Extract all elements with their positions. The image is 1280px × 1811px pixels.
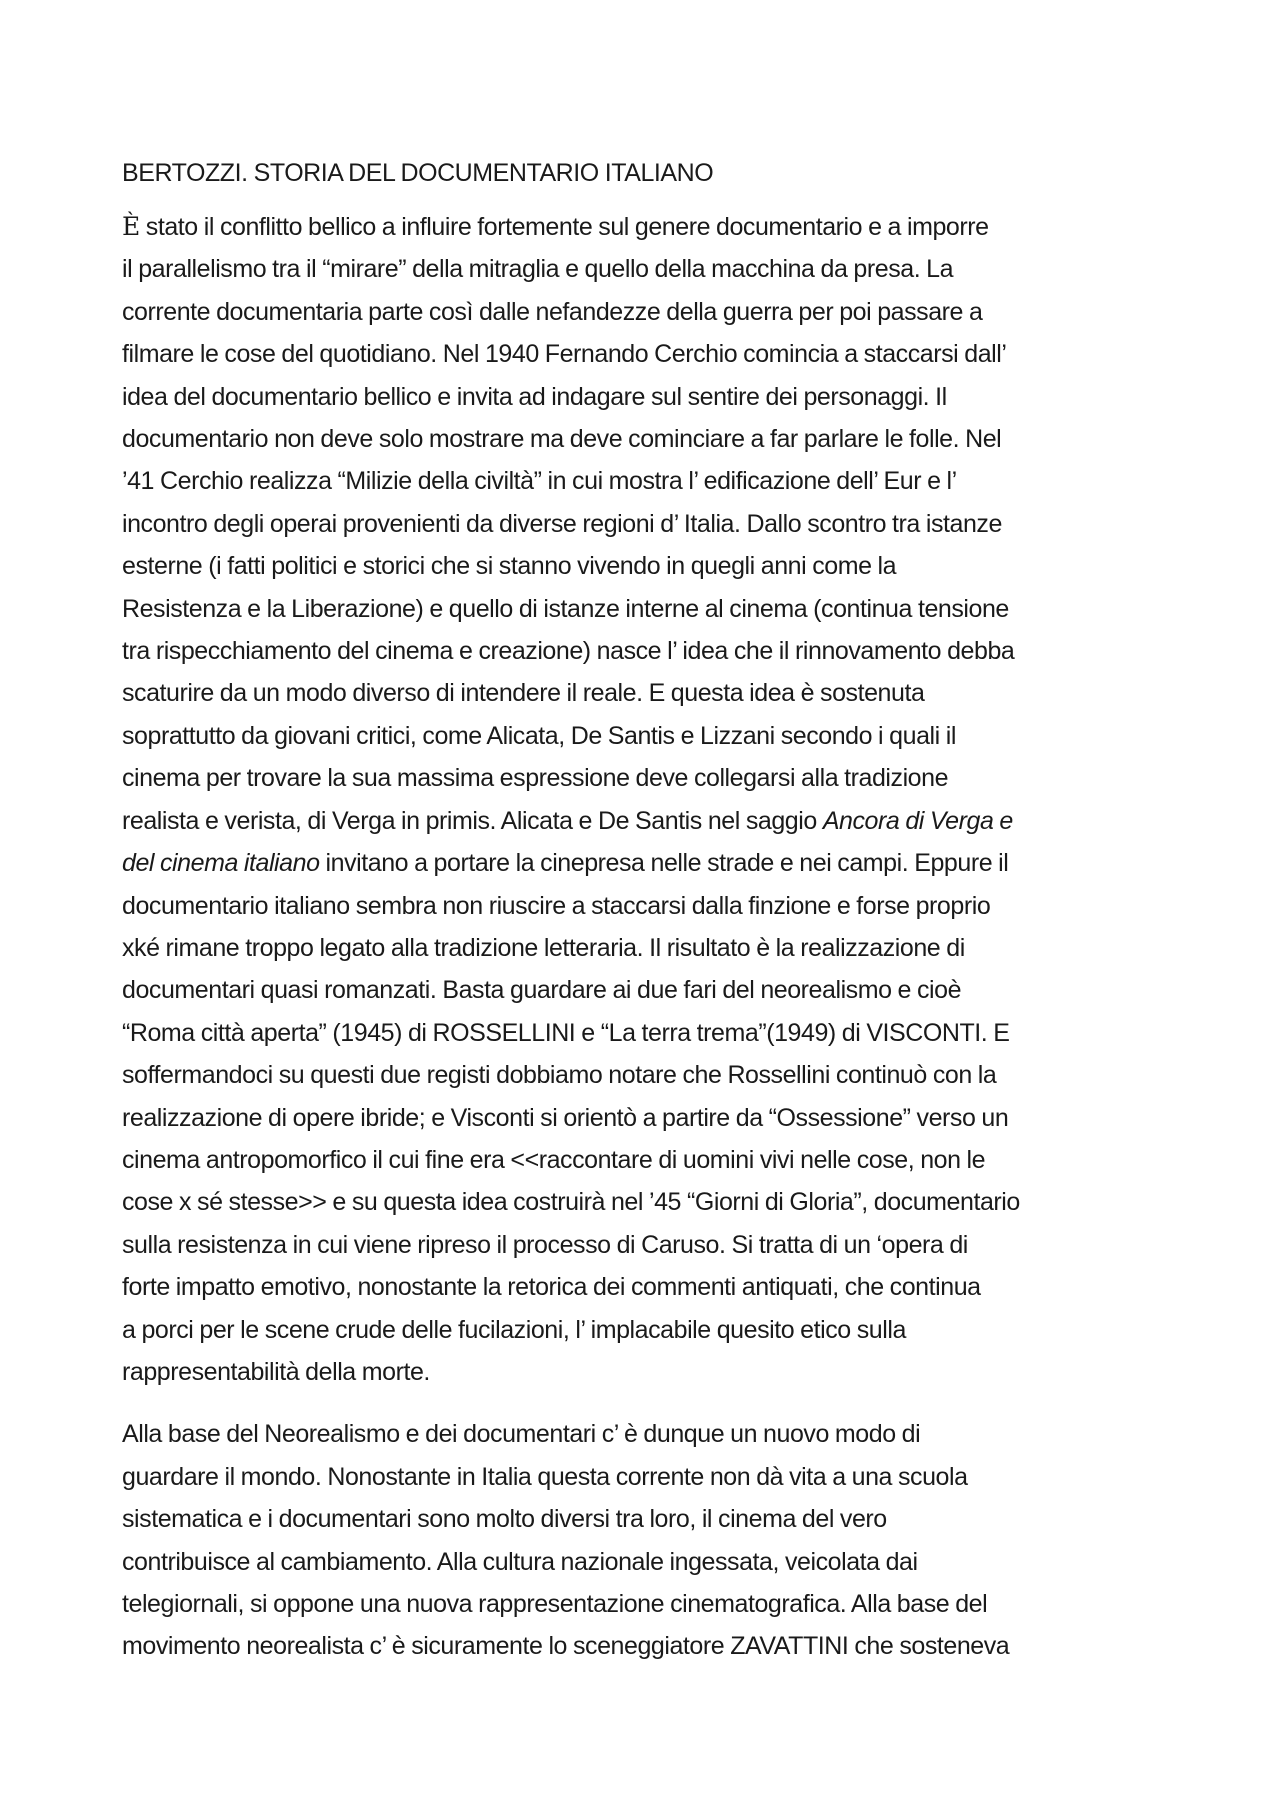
text-line: realista e verista, di Verga in primis. Alicata e De Santis nel saggio Ancora di Verga e <box>122 806 1013 835</box>
text-line: guardare il mondo. Nonostante in Italia questa corrente non dà vita a una scuola <box>122 1462 968 1491</box>
text-line: sulla resistenza in cui viene ripreso il processo di Caruso. Si tratta di un ‘opera di <box>122 1230 968 1259</box>
text-line: documentari quasi romanzati. Basta guardare ai due fari del neorealismo e cioè <box>122 976 962 1005</box>
text-line: tra rispecchiamento del cinema e creazione) nasce l’ idea che il rinnovamento debba <box>122 637 1015 666</box>
text-line: È stato il conflitto bellico a influire fortemente sul genere documentario e a imporre <box>122 212 989 241</box>
text-line: ’41 Cerchio realizza “Milizie della civiltà” in cui mostra l’ edificazione dell’ Eur e l’ <box>122 467 957 496</box>
text-line: realizzazione di opere ibride; e Visconti si orientò a partire da “Ossessione” verso un <box>122 1103 1009 1132</box>
initial-letter: È <box>122 212 140 241</box>
text-line: xké rimane troppo legato alla tradizione letteraria. Il risultato è la realizzazione di <box>122 933 965 962</box>
text-line: filmare le cose del quotidiano. Nel 1940 Fernando Cerchio comincia a staccarsi dall’ <box>122 340 1007 369</box>
document-title: BERTOZZI. STORIA DEL DOCUMENTARIO ITALIANO <box>122 159 714 187</box>
text-line: telegiornali, si oppone una nuova rappresentazione cinematografica. Alla base del <box>122 1590 988 1618</box>
text-line: contribuisce al cambiamento. Alla cultura nazionale ingessata, veicolata dai <box>122 1547 918 1576</box>
text-line: del cinema italiano invitano a portare la cinepresa nelle strade e nei campi. Eppure il <box>122 849 1009 878</box>
text-line: cinema antropomorfico il cui fine era <<raccontare di uomini vivi nelle cose, non le <box>122 1145 986 1174</box>
text-line: sistematica e i documentari sono molto diversi tra loro, il cinema del vero <box>122 1505 887 1534</box>
text-line: cinema per trovare la sua massima espressione deve collegarsi alla tradizione <box>122 764 949 793</box>
text-line: Alla base del Neorealismo e dei documentari c’ è dunque un nuovo modo di <box>122 1420 921 1449</box>
paragraph-2 <box>122 1413 1172 1667</box>
text-line: cose x sé stesse>> e su questa idea costruirà nel ’45 “Giorni di Gloria”, documentario <box>122 1188 1020 1217</box>
document-body <box>122 152 1172 1688</box>
text-line: documentario italiano sembra non riuscire a staccarsi dalla finzione e forse proprio <box>122 891 991 920</box>
text-line: forte impatto emotivo, nonostante la retorica dei commenti antiquati, che continua <box>122 1273 981 1302</box>
text-line: scaturire da un modo diverso di intendere il reale. E questa idea è sostenuta <box>122 679 925 708</box>
text-line: movimento neorealista c’ è sicuramente lo sceneggiatore ZAVATTINI che sosteneva <box>122 1632 1010 1661</box>
book-title-italic: del cinema italiano <box>122 849 320 878</box>
text-line: soffermandoci su questi due registi dobbiamo notare che Rossellini continuò con la <box>122 1061 997 1090</box>
text-line: corrente documentaria parte così dalle nefandezze della guerra per poi passare a <box>122 297 983 326</box>
text-line: a porci per le scene crude delle fucilazioni, l’ implacabile quesito etico sulla <box>122 1315 906 1344</box>
text-line: il parallelismo tra il “mirare” della mitraglia e quello della macchina da presa. La <box>122 255 954 284</box>
text-line: esterne (i fatti politici e storici che si stanno vivendo in quegli anni come la <box>122 552 897 581</box>
text-line: idea del documentario bellico e invita ad indagare sul sentire dei personaggi. Il <box>122 382 947 411</box>
text-line: documentario non deve solo mostrare ma deve cominciare a far parlare le folle. Nel <box>122 425 1002 454</box>
text-line: incontro degli operai provenienti da diverse regioni d’ Italia. Dallo scontro tra istanze <box>122 509 1002 538</box>
book-title-italic: Ancora di Verga e <box>822 806 1013 835</box>
text-line: Resistenza e la Liberazione) e quello di istanze interne al cinema (continua tensione <box>122 594 1009 623</box>
text-line: soprattutto da giovani critici, come Alicata, De Santis e Lizzani secondo i quali il <box>122 721 956 750</box>
text-line: “Roma città aperta” (1945) di ROSSELLINI e “La terra trema”(1949) di VISCONTI. E <box>122 1018 1010 1047</box>
paragraph-1 <box>122 206 1172 1393</box>
text-line: rappresentabilità della morte. <box>122 1357 430 1386</box>
